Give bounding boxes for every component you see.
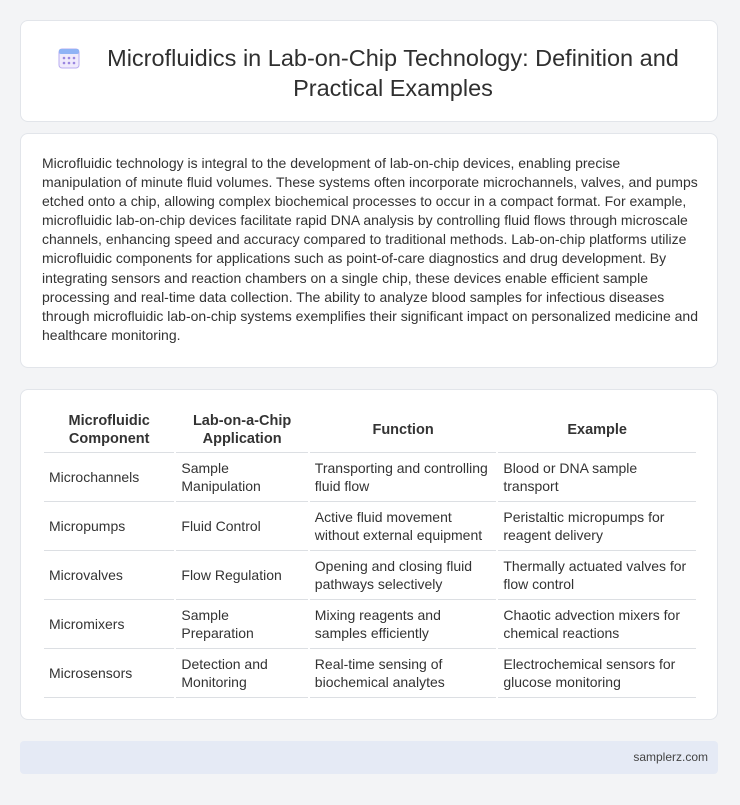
cell-example: Peristaltic micropumps for reagent delivery bbox=[498, 502, 696, 551]
cell-function: Mixing reagents and samples efficiently bbox=[310, 600, 497, 649]
cell-application: Sample Preparation bbox=[176, 600, 307, 649]
cell-function: Opening and closing fluid pathways selectively bbox=[310, 551, 497, 600]
cell-example: Blood or DNA sample transport bbox=[498, 453, 696, 502]
table-row bbox=[44, 649, 696, 698]
page-title: Microfluidics in Lab-on-Chip Technology: Definition and Practical Examples bbox=[107, 45, 679, 101]
cell-application: Fluid Control bbox=[176, 502, 307, 551]
cell-component: Microsensors bbox=[44, 649, 174, 698]
components-table bbox=[42, 408, 698, 698]
table-row bbox=[44, 551, 696, 600]
intro-paragraph: Microfluidic technology is integral to the development of lab-on-chip devices, enabling precise manipulation of minute fluid volumes. These systems often incorporate microchannels, valves, and pumps etched onto a chip, allowing complex biochemical processes to occur in a compact format. For example, microfluidic lab-on-chip devices facilitate rapid DNA analysis by controlling fluid flows through microscale channels, enhancing speed and accuracy compared to traditional methods. Lab-on-chip platforms utilize microfluidic components for applications such as point-of-care diagnostics and drug development. By integrating sensors and reaction chambers on a single chip, these devices enable efficient sample processing and real-time data collection. The ability to analyze blood samples for infectious diseases through microfluidic lab-on-chip systems exemplifies their significant impact on personalized medicine and healthcare monitoring. bbox=[42, 155, 698, 343]
table-header-row bbox=[44, 408, 696, 453]
cell-function: Transporting and controlling fluid flow bbox=[310, 453, 497, 502]
header-function: Function bbox=[310, 408, 497, 453]
header-example: Example bbox=[498, 408, 696, 453]
table-row bbox=[44, 600, 696, 649]
cell-component: Microchannels bbox=[44, 453, 174, 502]
cell-component: Micropumps bbox=[44, 502, 174, 551]
table-card bbox=[20, 389, 718, 720]
header-application: Lab-on-a-Chip Application bbox=[176, 408, 307, 453]
cell-application: Flow Regulation bbox=[176, 551, 307, 600]
footer-site-link[interactable]: samplerz.com bbox=[633, 750, 708, 764]
title-card bbox=[20, 20, 718, 122]
table-row bbox=[44, 453, 696, 502]
header-component: Microfluidic Component bbox=[44, 408, 174, 453]
cell-function: Active fluid movement without external equipment bbox=[310, 502, 497, 551]
intro-card bbox=[20, 133, 718, 368]
cell-example: Thermally actuated valves for flow control bbox=[498, 551, 696, 600]
cell-application: Detection and Monitoring bbox=[176, 649, 307, 698]
cell-function: Real-time sensing of biochemical analytes bbox=[310, 649, 497, 698]
cell-example: Electrochemical sensors for glucose monitoring bbox=[498, 649, 696, 698]
cell-application: Sample Manipulation bbox=[176, 453, 307, 502]
cell-example: Chaotic advection mixers for chemical reactions bbox=[498, 600, 696, 649]
table-row bbox=[44, 502, 696, 551]
footer-bar bbox=[20, 741, 718, 774]
cell-component: Micromixers bbox=[44, 600, 174, 649]
cell-component: Microvalves bbox=[44, 551, 174, 600]
